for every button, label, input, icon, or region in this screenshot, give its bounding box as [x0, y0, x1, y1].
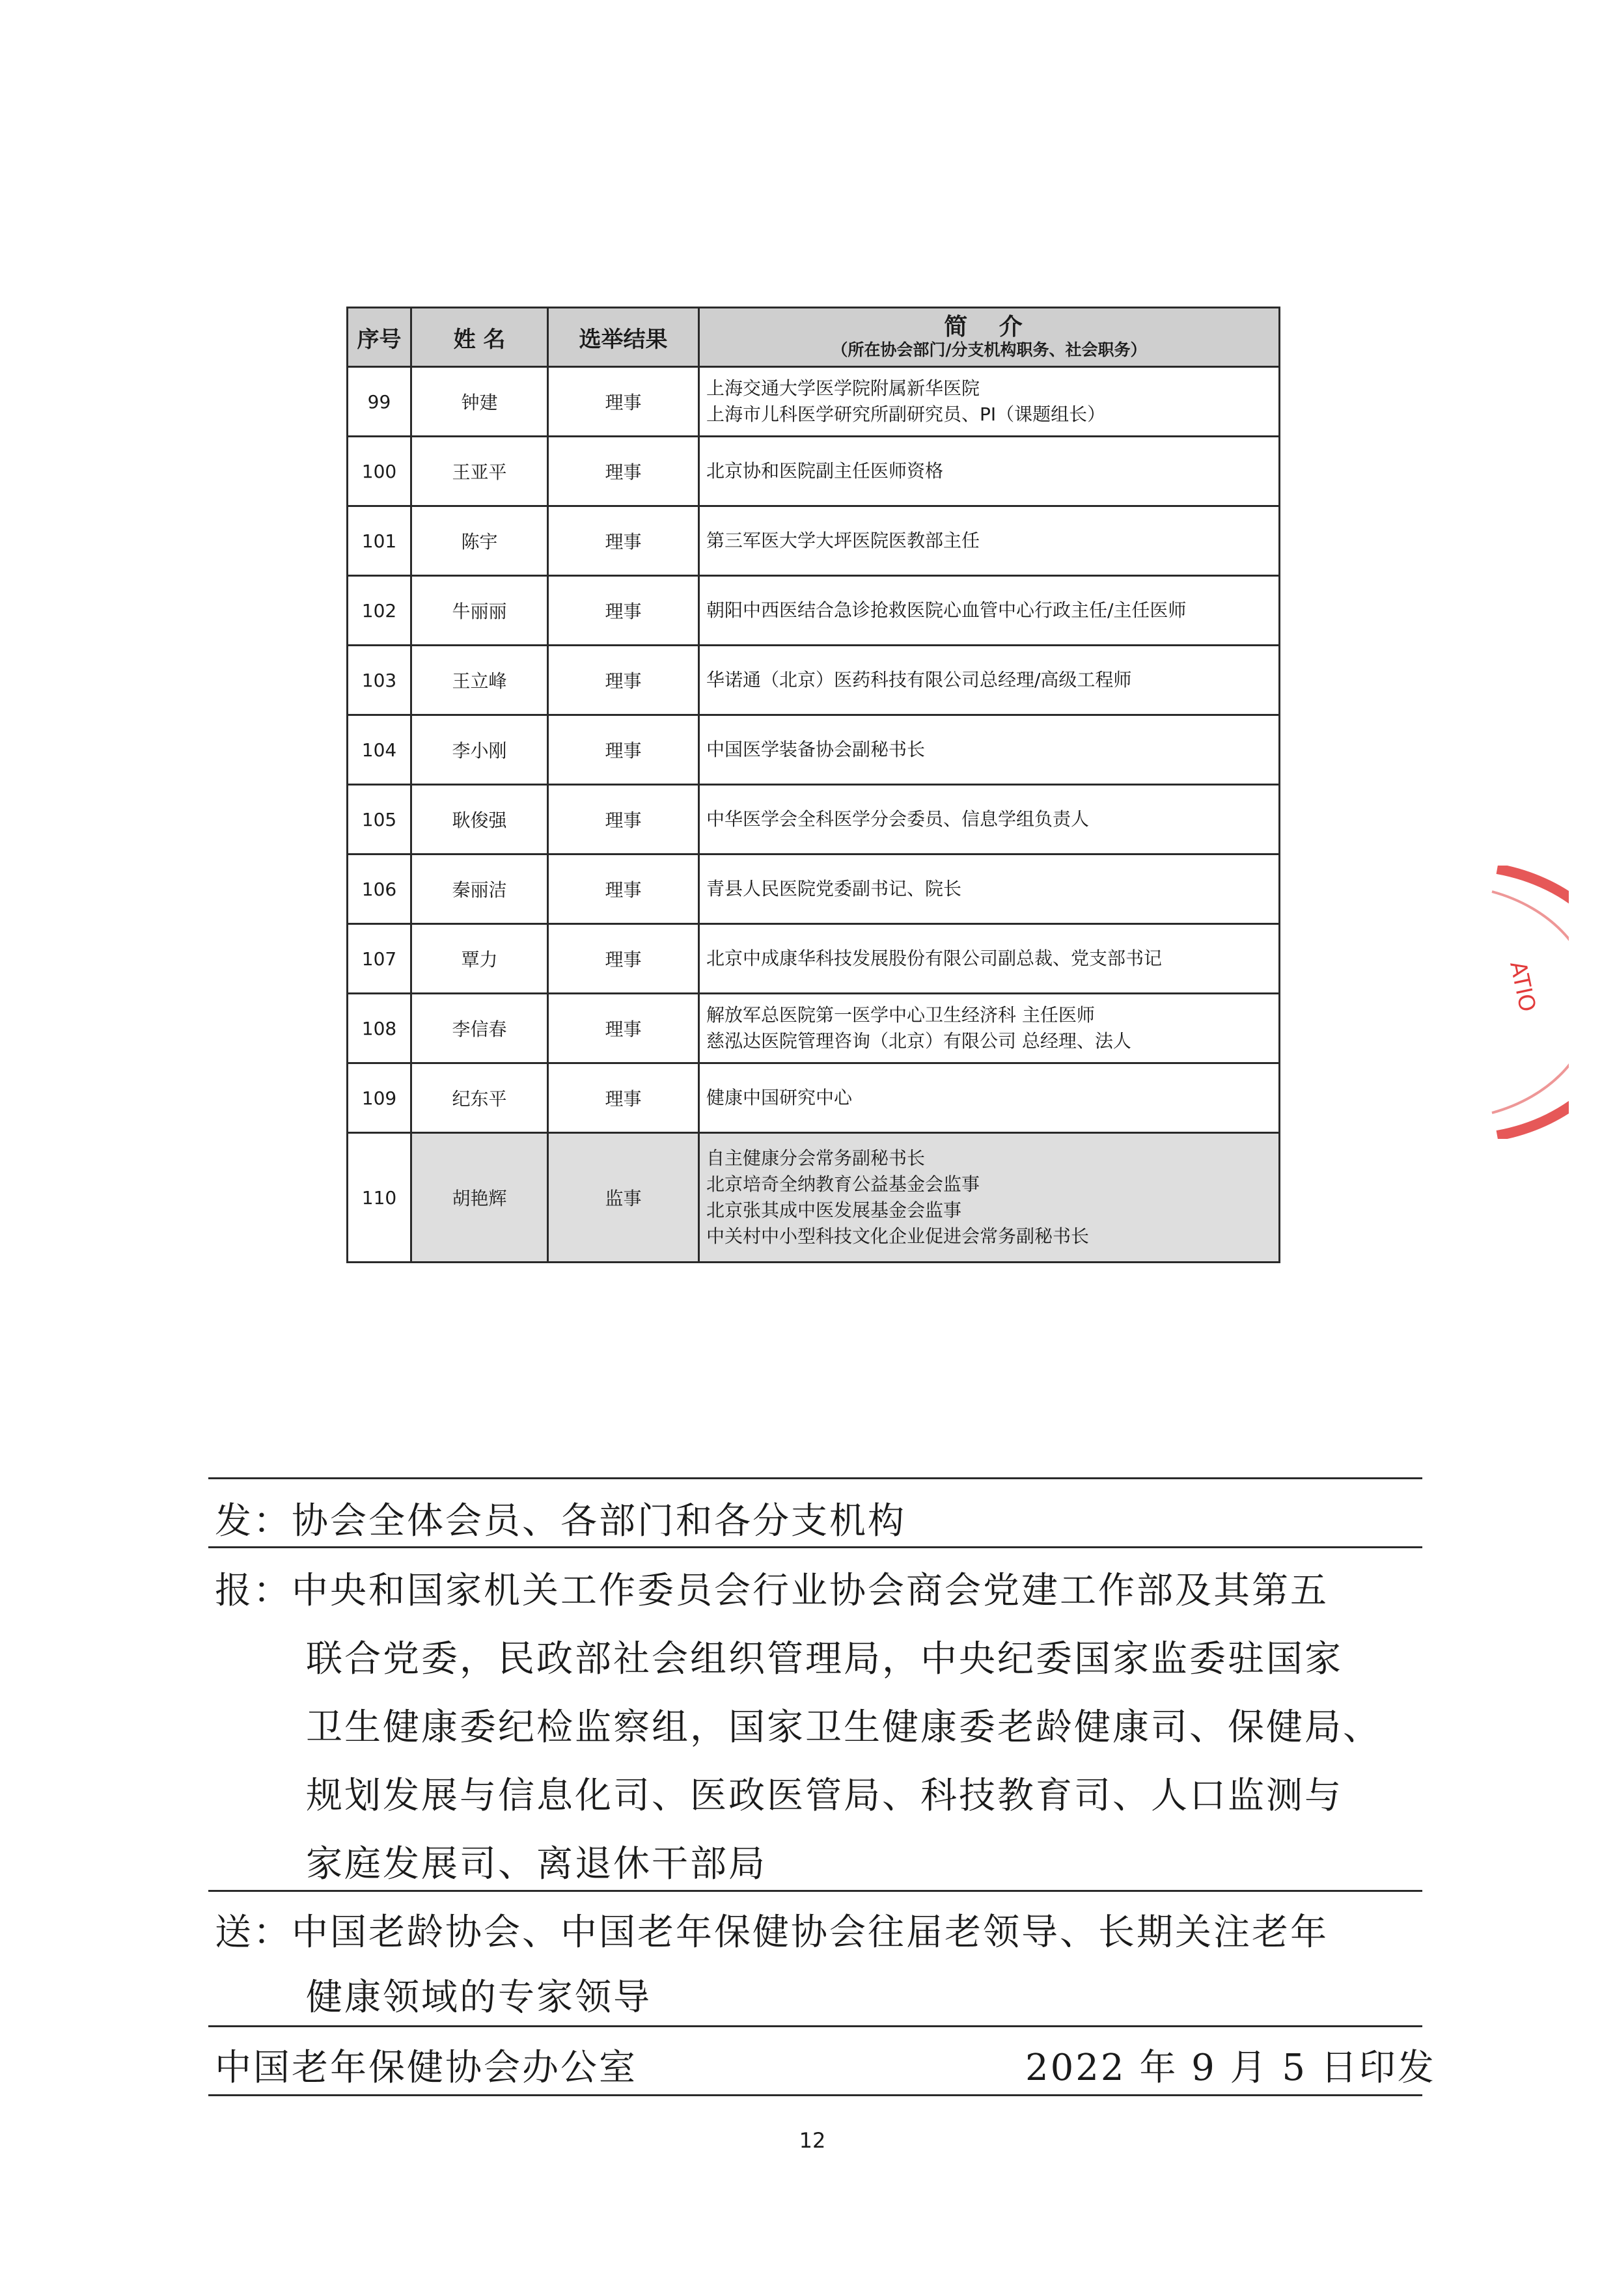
header-intro-main: 简 介 [944, 314, 1034, 340]
row-name: 秦丽洁 [411, 854, 548, 924]
bao-line-2: 联合党委，民政部社会组织管理局，中央纪委国家监委驻国家 [306, 1638, 1343, 1680]
rule-bao [208, 1890, 1422, 1892]
header-result: 选举结果 [548, 308, 699, 367]
bao-line-1: 报：中央和国家机关工作委员会行业协会商会党建工作部及其第五 [215, 1570, 1329, 1612]
header-seq: 序号 [348, 308, 411, 367]
row-result: 理事 [548, 715, 699, 785]
rule-top [208, 1477, 1422, 1479]
table-row [348, 506, 1280, 576]
table-header-row [348, 308, 1280, 367]
row-name: 陈宇 [411, 506, 548, 576]
row-intro-line: 中关村中小型科技文化企业促进会常务副秘书长 [706, 1225, 1090, 1247]
row-name: 李小刚 [411, 715, 548, 785]
row-seq: 110 [348, 1133, 411, 1263]
row-intro-line: 自主健康分会常务副秘书长 [706, 1147, 926, 1169]
row-name: 李信春 [411, 994, 548, 1063]
table-row [348, 715, 1280, 785]
table-row [348, 854, 1280, 924]
row-seq: 107 [348, 924, 411, 994]
row-intro-line: 上海市儿科医学研究所副研究员、PI（课题组长） [706, 403, 1106, 425]
fa-line: 发：协会全体会员、各部门和各分支机构 [215, 1500, 906, 1542]
row-intro [699, 437, 1280, 506]
row-result: 理事 [548, 924, 699, 994]
row-intro [699, 715, 1280, 785]
official-seal-fragment [1491, 866, 1569, 1139]
table-row [348, 437, 1280, 506]
row-result: 理事 [548, 367, 699, 437]
row-intro-line: 健康中国研究中心 [706, 1087, 853, 1108]
row-seq: 99 [348, 367, 411, 437]
row-result: 理事 [548, 785, 699, 854]
row-result: 理事 [548, 854, 699, 924]
row-result: 理事 [548, 437, 699, 506]
header-name: 姓 名 [411, 308, 548, 367]
row-result: 理事 [548, 1063, 699, 1133]
song-line-1: 送：中国老龄协会、中国老年保健协会往届老领导、长期关注老年 [215, 1911, 1329, 1954]
member-table [346, 307, 1280, 1263]
row-intro-line: 中国医学装备协会副秘书长 [706, 739, 926, 760]
table-row [348, 576, 1280, 646]
table-row [348, 646, 1280, 715]
row-seq: 104 [348, 715, 411, 785]
row-intro [699, 785, 1280, 854]
issuer: 中国老年保健协会办公室 [215, 2047, 637, 2089]
bao-line-5: 家庭发展司、离退休干部局 [306, 1843, 767, 1885]
row-intro-line: 上海交通大学医学院附属新华医院 [706, 377, 980, 399]
row-name: 纪东平 [411, 1063, 548, 1133]
row-intro [699, 576, 1280, 646]
row-name: 耿俊强 [411, 785, 548, 854]
row-seq: 101 [348, 506, 411, 576]
issue-date: 2022 年 9 月 5 日印发 [1025, 2047, 1436, 2089]
row-intro [699, 506, 1280, 576]
rule-bottom [208, 2094, 1422, 2096]
rule-song [208, 2025, 1422, 2027]
row-intro [699, 924, 1280, 994]
bao-line-3: 卫生健康委纪检监察组，国家卫生健康委老龄健康司、保健局、 [306, 1706, 1381, 1749]
row-seq: 103 [348, 646, 411, 715]
table-row [348, 994, 1280, 1063]
row-intro-line: 朝阳中西医结合急诊抢救医院心血管中心行政主任/主任医师 [706, 599, 1187, 621]
row-seq: 108 [348, 994, 411, 1063]
table-row [348, 367, 1280, 437]
rule-fa [208, 1546, 1422, 1548]
row-seq: 106 [348, 854, 411, 924]
row-seq: 102 [348, 576, 411, 646]
header-intro [699, 308, 1280, 367]
table-row [348, 924, 1280, 994]
row-intro [699, 646, 1280, 715]
row-intro-line: 北京培奇全纳教育公益基金会监事 [706, 1173, 980, 1195]
row-intro [699, 1133, 1280, 1263]
song-line-2: 健康领域的专家领导 [306, 1976, 652, 2019]
row-result: 理事 [548, 506, 699, 576]
row-name: 覃力 [411, 924, 548, 994]
row-name: 钟建 [411, 367, 548, 437]
row-intro-line: 华诺通（北京）医药科技有限公司总经理/高级工程师 [706, 669, 1132, 690]
row-result: 理事 [548, 646, 699, 715]
row-name: 胡艳辉 [411, 1133, 548, 1263]
row-name: 牛丽丽 [411, 576, 548, 646]
row-intro [699, 994, 1280, 1063]
row-intro-line: 青县人民医院党委副书记、院长 [706, 878, 962, 899]
row-intro-line: 北京协和医院副主任医师资格 [706, 460, 944, 482]
row-seq: 100 [348, 437, 411, 506]
row-intro [699, 1063, 1280, 1133]
row-name: 王立峰 [411, 646, 548, 715]
table-row [348, 1063, 1280, 1133]
seal-text: ATIO [1504, 959, 1541, 1015]
row-seq: 109 [348, 1063, 411, 1133]
bao-line-4: 规划发展与信息化司、医政医管局、科技教育司、人口监测与 [306, 1775, 1343, 1817]
row-intro [699, 367, 1280, 437]
row-intro-line: 北京张其成中医发展基金会监事 [706, 1199, 962, 1221]
row-result: 监事 [548, 1133, 699, 1263]
header-intro-sub: （所在协会部门/分支机构职务、社会职务） [831, 340, 1147, 359]
row-intro [699, 854, 1280, 924]
row-result: 理事 [548, 576, 699, 646]
page-number: 12 [799, 2128, 826, 2153]
row-intro-line: 解放军总医院第一医学中心卫生经济科 主任医师 [706, 1004, 1095, 1026]
row-intro-line: 中华医学会全科医学分会委员、信息学组负责人 [706, 808, 1090, 830]
row-intro-line: 慈泓达医院管理咨询（北京）有限公司 总经理、法人 [706, 1030, 1131, 1052]
row-intro-line: 北京中成康华科技发展股份有限公司副总裁、党支部书记 [706, 948, 1163, 969]
row-result: 理事 [548, 994, 699, 1063]
table-row [348, 1133, 1280, 1263]
row-seq: 105 [348, 785, 411, 854]
row-name: 王亚平 [411, 437, 548, 506]
row-intro-line: 第三军医大学大坪医院医教部主任 [706, 530, 980, 551]
table-row [348, 785, 1280, 854]
